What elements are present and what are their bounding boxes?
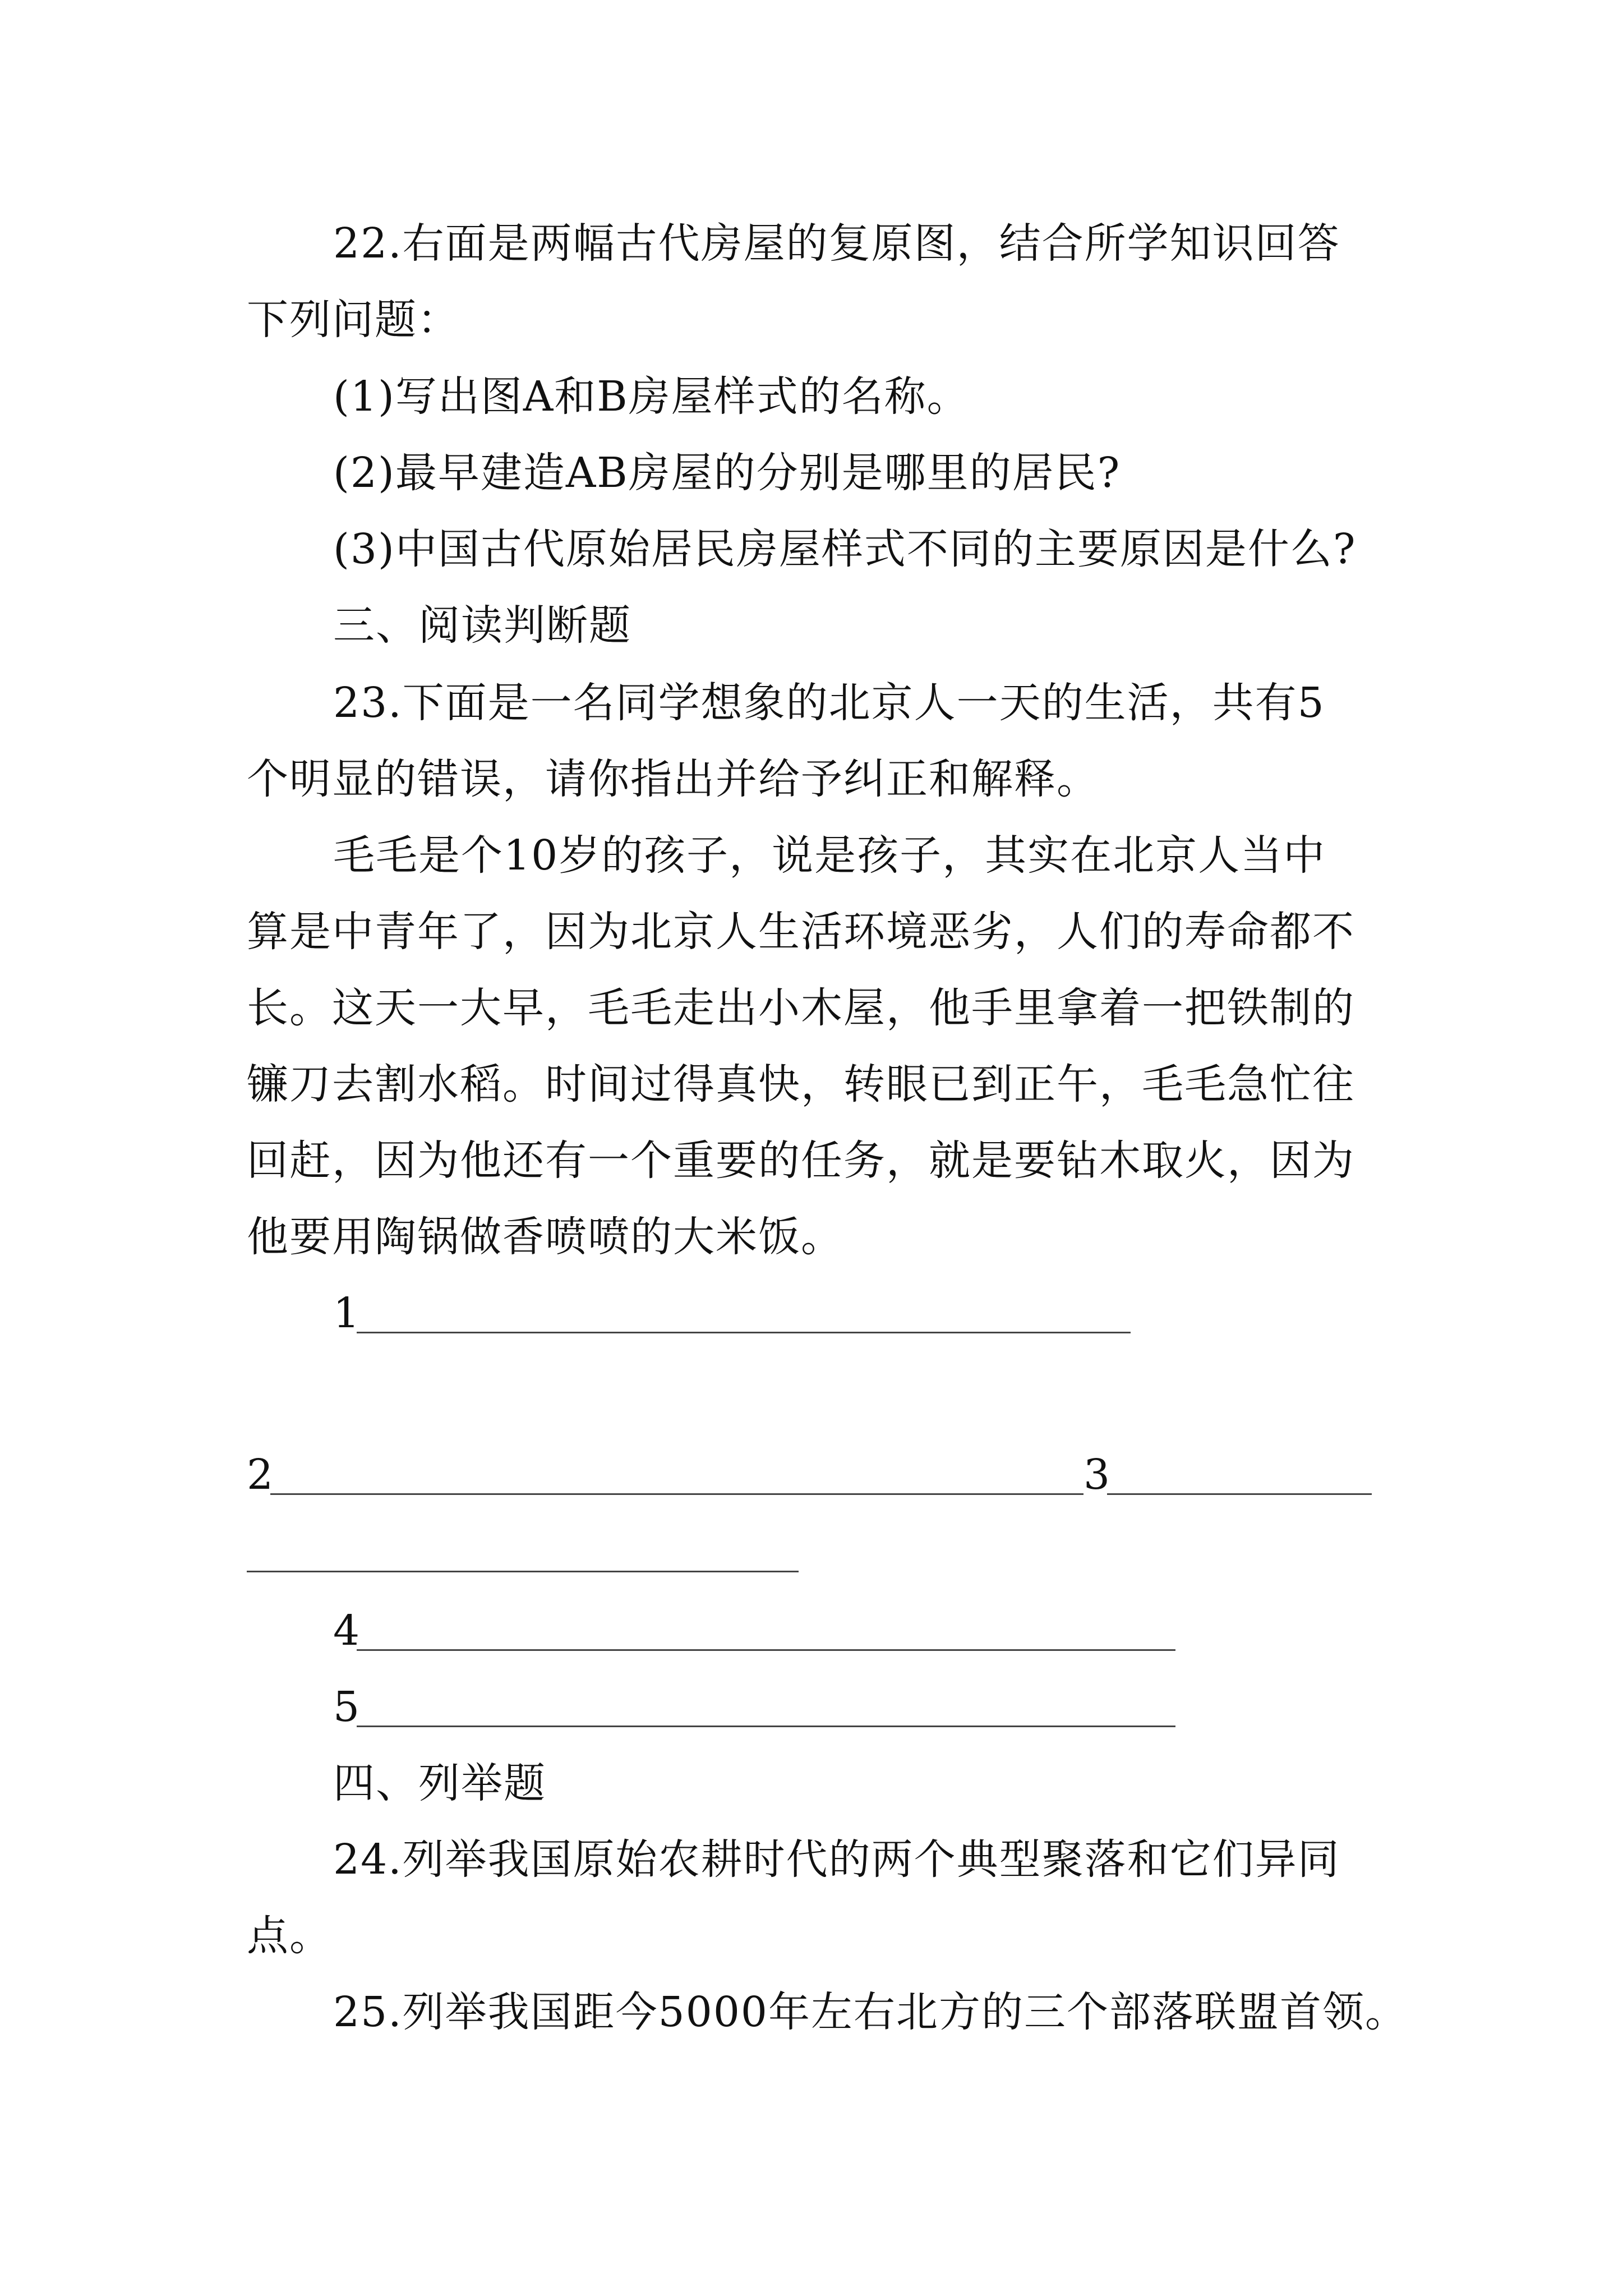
blank-2-label: 2 (247, 1451, 274, 1499)
q22-subquestion-3: (3)中国古代原始居民房屋样式不同的主要原因是什么? (333, 525, 1357, 573)
section-4-heading: 四、列举题 (333, 1759, 546, 1807)
q24-line-2: 点。 (247, 1912, 332, 1960)
q22-line-2: 下列问题： (247, 296, 460, 344)
passage-line: 算是中青年了，因为北京人生活环境恶劣，人们的寿命都不 (247, 908, 1355, 956)
blank-3-label: 3 (1083, 1451, 1110, 1499)
passage-line: 长。这天一大早，毛毛走出小木屋，他手里拿着一把铁制的 (247, 984, 1355, 1032)
answer-blank-4[interactable] (357, 1649, 1175, 1651)
q22-line-1: 22.右面是两幅古代房屋的复原图，结合所学知识回答 (333, 219, 1340, 268)
q22-subquestion-2: (2)最早建造AB房屋的分别是哪里的居民? (333, 449, 1121, 497)
q24-line-1: 24.列举我国原始农耕时代的两个典型聚落和它们异同 (333, 1835, 1340, 1884)
q25-line-1: 25.列举我国距今5000年左右北方的三个部落联盟首领。 (333, 1988, 1408, 2036)
q23-line-2: 个明显的错误，请你指出并给予纠正和解释。 (247, 755, 1099, 803)
answer-blank-2[interactable] (270, 1493, 1083, 1495)
blank-1-label: 1 (333, 1289, 360, 1337)
passage-line: 镰刀去割水稻。时间过得真快，转眼已到正午，毛毛急忙往 (247, 1060, 1355, 1108)
answer-blank-3[interactable] (1107, 1493, 1372, 1495)
answer-blank-3-continued[interactable] (247, 1571, 799, 1572)
passage-line: 毛毛是个10岁的孩子，说是孩子，其实在北京人当中 (333, 831, 1326, 880)
section-3-heading: 三、阅读判断题 (333, 601, 631, 650)
answer-blank-5[interactable] (357, 1726, 1175, 1727)
passage-line: 他要用陶锅做香喷喷的大米饭。 (247, 1213, 843, 1261)
blank-5-label: 5 (333, 1683, 360, 1731)
passage-line: 回赶，因为他还有一个重要的任务，就是要钻木取火，因为 (247, 1137, 1355, 1185)
q22-subquestion-1: (1)写出图A和B房屋样式的名称。 (333, 372, 970, 421)
q23-line-1: 23.下面是一名同学想象的北京人一天的生活，共有5 (333, 679, 1325, 727)
answer-blank-1[interactable] (357, 1332, 1131, 1333)
blank-4-label: 4 (333, 1607, 360, 1655)
